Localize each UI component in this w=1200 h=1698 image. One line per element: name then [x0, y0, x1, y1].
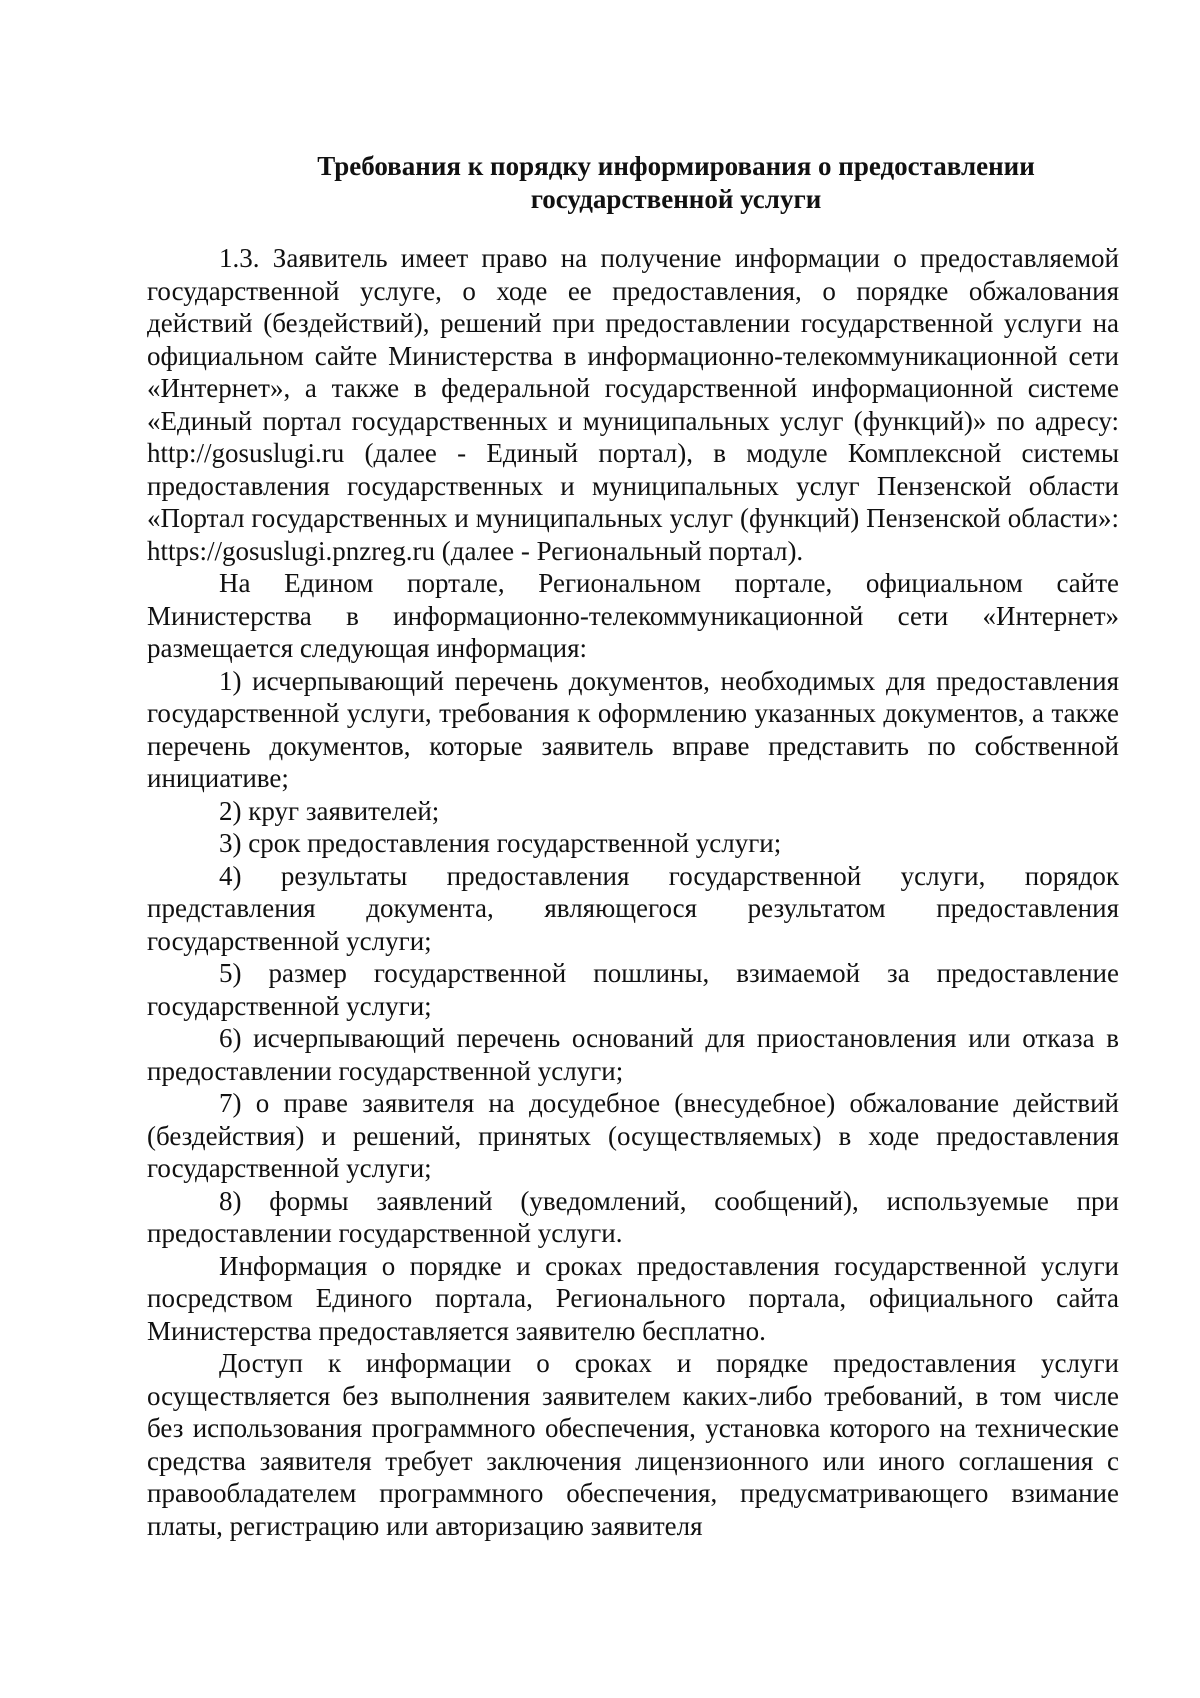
list-item-4: 4) результаты предоставления государственной услуги, порядок представления документа, являющегося результатом предоставления государственной услуги;	[147, 860, 1119, 956]
list-item-6: 6) исчерпывающий перечень оснований для приостановления или отказа в предоставлении государственной услуги;	[147, 1023, 1119, 1086]
document-page	[147, 150, 1119, 1542]
paragraph-free-info: Информация о порядке и сроках предоставления государственной услуги посредством Единого портала, Регионального портала, официального сайта Министерства предоставляется заявителю бесплатно.	[147, 1250, 1119, 1346]
title-line-1: Требования к порядку информирования о предоставлении	[317, 151, 1035, 181]
paragraph-info-placement: На Едином портале, Региональном портале, официальном сайте Министерства в информационно-телекоммуникационной сети «Интернет» размещается следующая информация:	[147, 568, 1119, 663]
list-item-5: 5) размер государственной пошлины, взимаемой за предоставление государственной услуги;	[147, 958, 1119, 1021]
title-line-2: государственной услуги	[530, 184, 822, 214]
list-item-1: 1) исчерпывающий перечень документов, необходимых для предоставления государственной услуги, требования к оформлению указанных документов, а также перечень документов, которые заявитель вправе представить по собственной инициативе;	[147, 665, 1119, 793]
list-item-3: 3) срок предоставления государственной услуги;	[219, 828, 782, 858]
paragraph-1-3: 1.3. Заявитель имеет право на получение информации о предоставляемой государственной услуге, о ходе ее предоставления, о порядке обжалования действий (бездействий), решений при предоставлении государственной услуги на официальном сайте Министерства в информационно-телекоммуникационной сети «Интернет», а также в федеральной государственной информационной системе «Единый портал государственных и муниципальных услуг (функций)» по адресу: http://gosuslugi.ru (далее - Единый портал), в модуле Комплексной системы предоставления государственных и муниципальных услуг Пензенской области «Портал государственных и муниципальных услуг (функций) Пензенской области»: https://gosuslugi.pnzreg.ru (далее - Региональный портал).	[147, 243, 1119, 566]
document-title	[147, 150, 1119, 216]
list-item-8: 8) формы заявлений (уведомлений, сообщений), используемые при предоставлении государственной услуги.	[147, 1185, 1119, 1248]
list-item-2: 2) круг заявителей;	[219, 795, 440, 826]
list-item-7: 7) о праве заявителя на досудебное (внесудебное) обжалование действий (бездействия) и решений, принятых (осуществляемых) в ходе предоставления государственной услуги;	[147, 1088, 1119, 1183]
paragraph-access: Доступ к информации о сроках и порядке предоставления услуги осуществляется без выполнения заявителем каких-либо требований, в том числе без использования программного обеспечения, установка которого на технические средства заявителя требует заключения лицензионного или иного соглашения с правообладателем программного обеспечения, предусматривающего взимание платы, регистрацию или авторизацию заявителя	[147, 1348, 1119, 1541]
